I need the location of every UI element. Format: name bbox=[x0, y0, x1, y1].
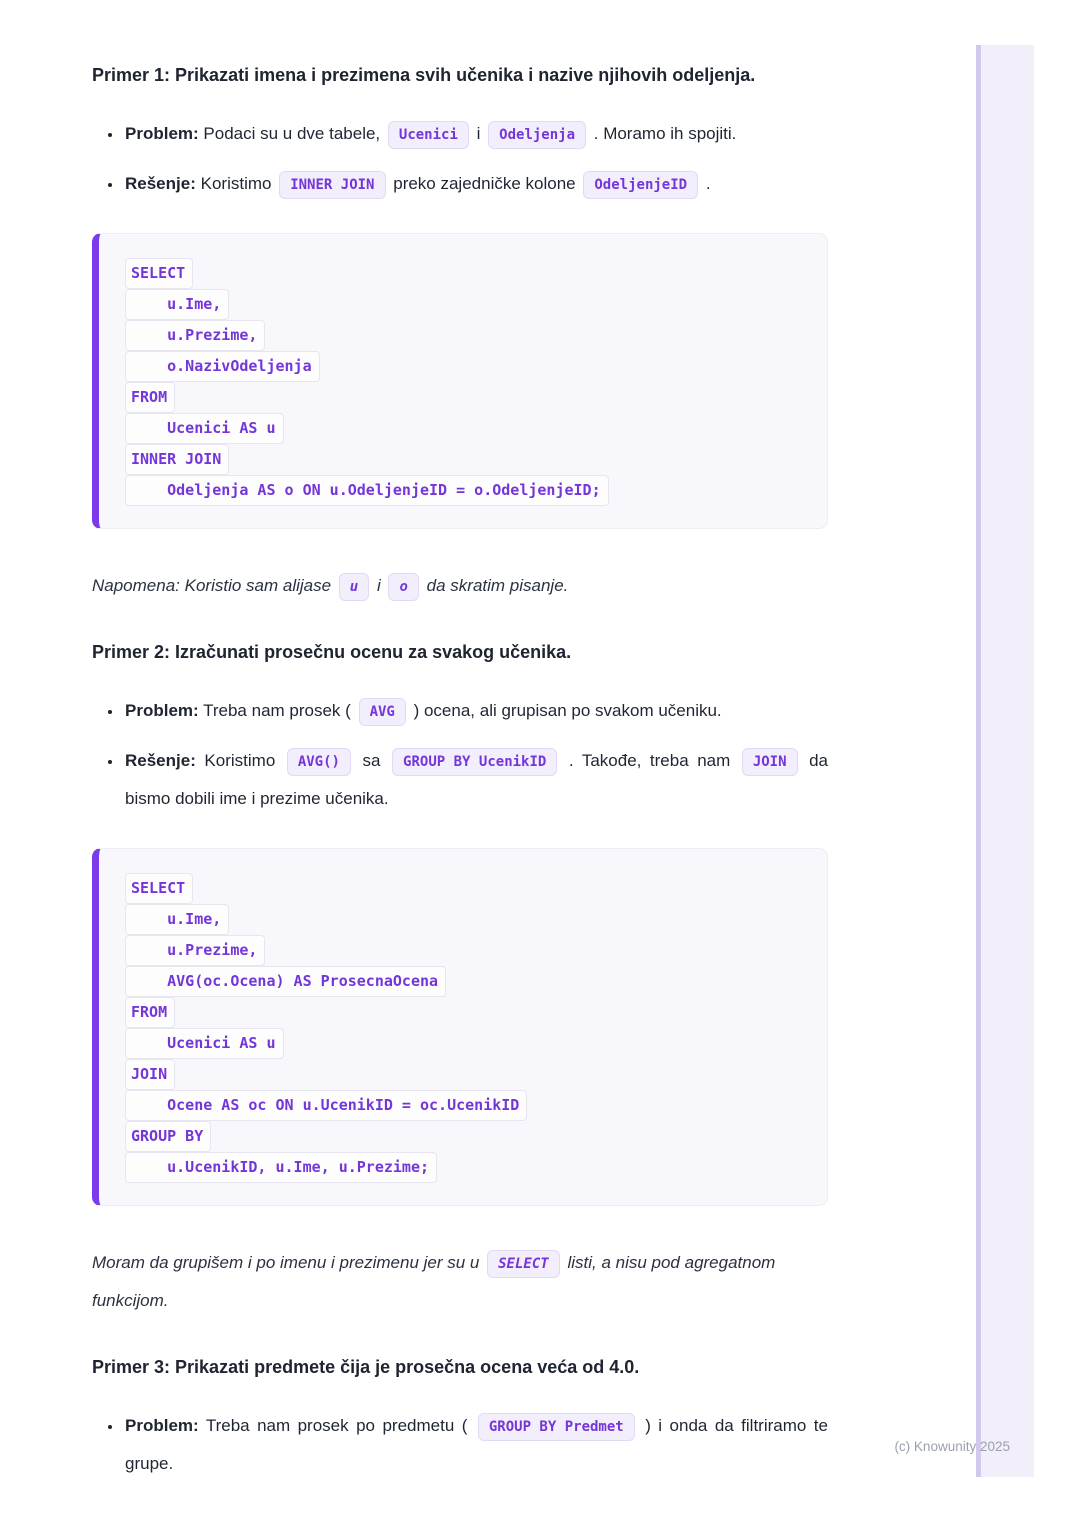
inline-code: GROUP BY UcenikID bbox=[392, 748, 557, 776]
bullet-text: ) ocena, ali grupisan po svakom učeniku. bbox=[413, 701, 722, 720]
code-line-text: Ucenici AS u bbox=[125, 413, 284, 444]
code-line-text: FROM bbox=[125, 997, 175, 1028]
code-line-text: u.Prezime, bbox=[125, 320, 265, 351]
code-line-text: u.Ime, bbox=[125, 289, 229, 320]
inline-code: OdeljenjeID bbox=[583, 171, 698, 199]
side-highlight-strip bbox=[976, 45, 1034, 1477]
list-item-problem bbox=[123, 115, 828, 153]
code-line-text: u.Prezime, bbox=[125, 935, 265, 966]
inline-code: u bbox=[339, 573, 369, 601]
code-line-text: o.NazivOdeljenja bbox=[125, 351, 320, 382]
code-line-text: Ocene AS oc ON u.UcenikID = oc.UcenikID bbox=[125, 1090, 527, 1121]
code-line bbox=[125, 873, 801, 904]
code-line bbox=[125, 289, 801, 320]
code-line bbox=[125, 320, 801, 351]
inline-code: Ucenici bbox=[388, 121, 469, 149]
code-line bbox=[125, 966, 801, 997]
code-line bbox=[125, 904, 801, 935]
code-line bbox=[125, 1121, 801, 1152]
code-line bbox=[125, 444, 801, 475]
note-text: listi, a nisu pod agregatnom funkcijom. bbox=[92, 1253, 776, 1310]
code-line bbox=[125, 1152, 801, 1183]
example-3-heading: Primer 3: Prikazati predmete čija je prosečna ocena veća od 4.0. bbox=[92, 1357, 640, 1377]
note-text: Napomena: Koristio sam alijase bbox=[92, 576, 332, 595]
code-line bbox=[125, 382, 801, 413]
list-item-problem bbox=[123, 692, 828, 730]
bullet-text: preko zajedničke kolone bbox=[393, 174, 576, 193]
example-3-bullets bbox=[92, 1407, 828, 1483]
inline-code: JOIN bbox=[742, 748, 798, 776]
code-line bbox=[125, 997, 801, 1028]
inline-code: GROUP BY Predmet bbox=[478, 1413, 635, 1441]
example-2-note bbox=[92, 1244, 828, 1320]
code-line bbox=[125, 258, 801, 289]
code-line-text: u.Ime, bbox=[125, 904, 229, 935]
note-text: da skratim pisanje. bbox=[426, 576, 569, 595]
bullet-text: Koristimo bbox=[204, 751, 276, 770]
code-line bbox=[125, 1059, 801, 1090]
bullet-text: i bbox=[476, 124, 481, 143]
code-line-text: INNER JOIN bbox=[125, 444, 229, 475]
note-text: Moram da grupišem i po imenu i prezimenu jer su u bbox=[92, 1253, 480, 1272]
example-2-bullets bbox=[92, 692, 828, 818]
document-content bbox=[92, 44, 828, 1509]
code-line-text: SELECT bbox=[125, 873, 193, 904]
bullet-label: Rešenje: bbox=[125, 174, 196, 193]
code-line bbox=[125, 1090, 801, 1121]
inline-code: AVG bbox=[359, 698, 406, 726]
code-line-text: GROUP BY bbox=[125, 1121, 211, 1152]
example-2-heading: Primer 2: Izračunati prosečnu ocenu za svakog učenika. bbox=[92, 642, 572, 662]
code-line-text: Odeljenja AS o ON u.OdeljenjeID = o.OdeljenjeID; bbox=[125, 475, 609, 506]
bullet-text: Treba nam prosek ( bbox=[203, 701, 351, 720]
note-text: i bbox=[376, 576, 381, 595]
code-line-text: Ucenici AS u bbox=[125, 1028, 284, 1059]
bullet-text: ) i onda da filtriramo te grupe. bbox=[125, 1416, 828, 1473]
example-1-heading: Primer 1: Prikazati imena i prezimena svih učenika i nazive njihovih odeljenja. bbox=[92, 65, 756, 85]
bullet-text: . Takođe, treba nam bbox=[568, 751, 731, 770]
bullet-label: Problem: bbox=[125, 1416, 199, 1435]
bullet-label: Problem: bbox=[125, 124, 199, 143]
code-line-text: SELECT bbox=[125, 258, 193, 289]
example-1-note bbox=[92, 567, 828, 605]
list-item-problem bbox=[123, 1407, 828, 1483]
code-line-text: FROM bbox=[125, 382, 175, 413]
bullet-text: Treba nam prosek po predmetu ( bbox=[205, 1416, 468, 1435]
inline-code: AVG() bbox=[287, 748, 351, 776]
code-line bbox=[125, 1028, 801, 1059]
example-1-bullets bbox=[92, 115, 828, 203]
list-item-solution bbox=[123, 165, 828, 203]
inline-code: o bbox=[388, 573, 418, 601]
code-line-text: JOIN bbox=[125, 1059, 175, 1090]
copyright-footer: (c) Knowunity 2025 bbox=[894, 1439, 1010, 1454]
sql-code-block-2 bbox=[92, 848, 828, 1206]
code-line bbox=[125, 475, 801, 506]
inline-code: Odeljenja bbox=[488, 121, 586, 149]
code-line bbox=[125, 351, 801, 382]
bullet-text: Podaci su u dve tabele, bbox=[203, 124, 381, 143]
bullet-text: sa bbox=[362, 751, 381, 770]
code-line bbox=[125, 413, 801, 444]
code-line bbox=[125, 935, 801, 966]
sql-code-block-1 bbox=[92, 233, 828, 529]
inline-code: SELECT bbox=[487, 1250, 560, 1278]
bullet-text: Koristimo bbox=[200, 174, 272, 193]
list-item-solution bbox=[123, 742, 828, 818]
code-line-text: u.UcenikID, u.Ime, u.Prezime; bbox=[125, 1152, 437, 1183]
bullet-text: . bbox=[705, 174, 711, 193]
bullet-label: Problem: bbox=[125, 701, 199, 720]
bullet-label: Rešenje: bbox=[125, 751, 196, 770]
inline-code: INNER JOIN bbox=[279, 171, 385, 199]
bullet-text: da bismo dobili ime i prezime učenika. bbox=[125, 751, 829, 808]
bullet-text: . Moramo ih spojiti. bbox=[593, 124, 737, 143]
code-line-text: AVG(oc.Ocena) AS ProsecnaOcena bbox=[125, 966, 446, 997]
